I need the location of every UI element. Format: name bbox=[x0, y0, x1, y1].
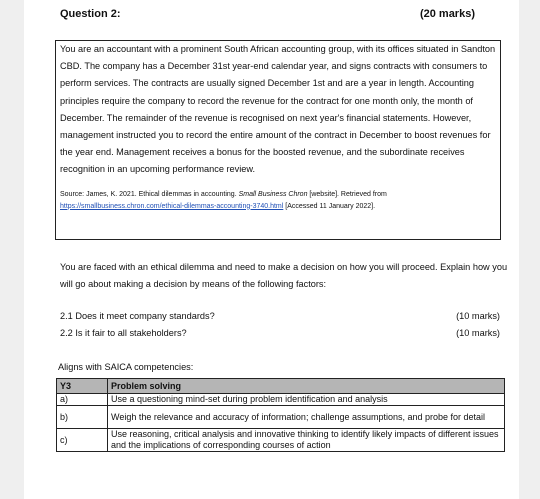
instructions-text: You are faced with an ethical dilemma and need to make a decision on how you will proceed. Explain how you will go about making a decision by means of the following factors: bbox=[60, 262, 508, 289]
sub-question-1 bbox=[60, 311, 500, 321]
competencies-table bbox=[56, 378, 505, 452]
sub-question-label: 2.1 Does it meet company standards? bbox=[60, 311, 215, 321]
row-key: c) bbox=[57, 429, 108, 452]
table-row bbox=[57, 429, 505, 452]
sub-question-2 bbox=[60, 328, 500, 338]
table-header-row bbox=[57, 379, 505, 394]
question-marks: (20 marks) bbox=[419, 8, 475, 20]
row-key: b) bbox=[57, 406, 108, 429]
row-text: Use a questioning mind-set during problem identification and analysis bbox=[108, 394, 505, 406]
row-text: Weigh the relevance and accuracy of information; challenge assumptions, and probe for detail bbox=[108, 406, 505, 429]
case-study-box bbox=[55, 40, 501, 240]
table-row bbox=[57, 406, 505, 429]
table-row bbox=[57, 394, 505, 406]
competencies-heading: Aligns with SAICA competencies: bbox=[58, 362, 194, 372]
sub-question-marks: (10 marks) bbox=[456, 311, 500, 321]
source-link[interactable]: https://smallbusiness.chron.com/ethical-dilemmas-accounting-3740.html bbox=[60, 202, 284, 210]
source-mid: [website]. Retrieved from bbox=[307, 190, 387, 198]
source-prefix: Source: James, K. 2021. Ethical dilemmas in accounting. bbox=[60, 190, 239, 198]
document-page bbox=[24, 0, 519, 499]
sub-question-label: 2.2 Is it fair to all stakeholders? bbox=[60, 328, 187, 338]
case-study-text: You are an accountant with a prominent South African accounting group, with its offices situated in Sandton CBD. The company has a December 31st year-end calendar year, and signs contracts with consumers to perform services. The contracts are usually signed December 1st and are a year in length. Accounting principles require the company to record the revenue for the contract for one month only, the month of December. The remainder of the revenue is recognised on next year's financial statements. However, management instructed you to record the entire amount of the contract in December to boost revenues for the year end. Management receives a bonus for the boosted revenue, and the subordinate receives recognition in an upcoming performance review. bbox=[60, 44, 496, 175]
source-accessed: [Accessed 11 January 2022]. bbox=[283, 202, 376, 210]
row-text: Use reasoning, critical analysis and innovative thinking to identify likely impacts of different issues and the implications of corresponding courses of action bbox=[108, 429, 505, 452]
table-header-level: Y3 bbox=[57, 379, 108, 394]
source-publication: Small Business Chron bbox=[238, 190, 308, 198]
question-title: Question 2: bbox=[60, 8, 121, 20]
source-citation bbox=[60, 189, 500, 213]
sub-question-marks: (10 marks) bbox=[456, 328, 500, 338]
row-key: a) bbox=[57, 394, 108, 406]
table-header-competency: Problem solving bbox=[108, 379, 505, 394]
